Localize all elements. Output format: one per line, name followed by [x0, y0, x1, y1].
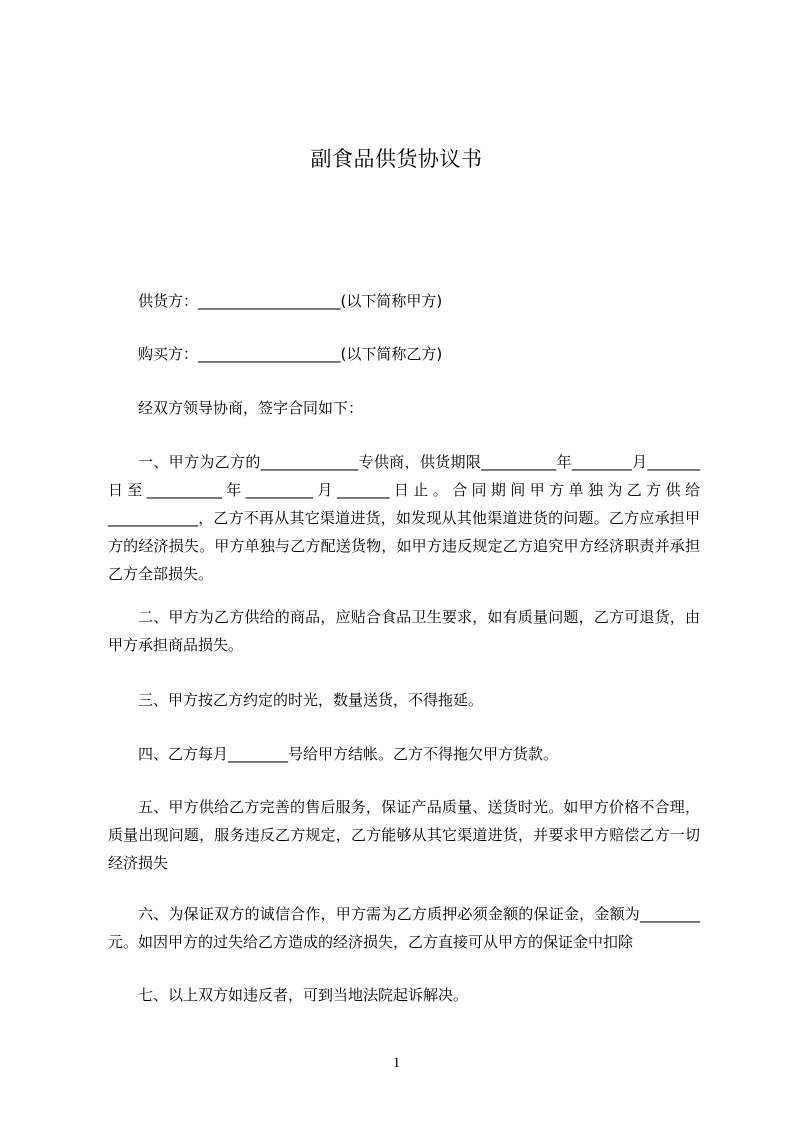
- buyer-line: 购买方：___________________(以下简称乙方): [138, 345, 443, 363]
- intro-line: 经双方领导协商，签字合同如下：: [138, 399, 364, 417]
- clause-7: 七、以上双方如违反者，可到当地法院起诉解决。: [138, 986, 469, 1004]
- page-number: 1: [392, 1055, 401, 1071]
- clause-5: 五、甲方供给乙方完善的售后服务，保证产品质量、送货时光。如甲方价格不合理，质量出现问题，服务违反乙方规定，乙方能够从其它渠道进货，并要求甲方赔偿乙方一切经济损失: [108, 798, 700, 872]
- clause-2: 二、甲方为乙方供给的商品，应贴合食品卫生要求，如有质量问题，乙方可退货，由甲方承担商品损失。: [108, 608, 700, 654]
- document-title: 副食品供货协议书: [310, 147, 483, 171]
- clause-3: 三、甲方按乙方约定的时光，数量送货，不得拖延。: [138, 691, 484, 709]
- clause-1: 一、甲方为乙方的_____________专供商，供货期限__________年________月_______日至__________年_________月_______日止。合同期间甲方单独为乙方供给____________，乙方不再从其它渠道进货，如发现从其他渠道进货的问题。乙方应承担甲方的经济损失。甲方单独与乙方配送货物，如甲方违反规定乙方追究甲方经济职责并承担乙方全部损失。: [108, 453, 700, 583]
- clause-4: 四、乙方每月________号给甲方结帐。乙方不得拖欠甲方货款。: [138, 745, 559, 763]
- supplier-line: 供货方：___________________(以下简称甲方): [138, 292, 443, 310]
- clause-6: 六、为保证双方的诚信合作，甲方需为乙方质押必须金额的保证金，金额为________元。如因甲方的过失给乙方造成的经济损失，乙方直接可从甲方的保证金中扣除: [108, 905, 700, 951]
